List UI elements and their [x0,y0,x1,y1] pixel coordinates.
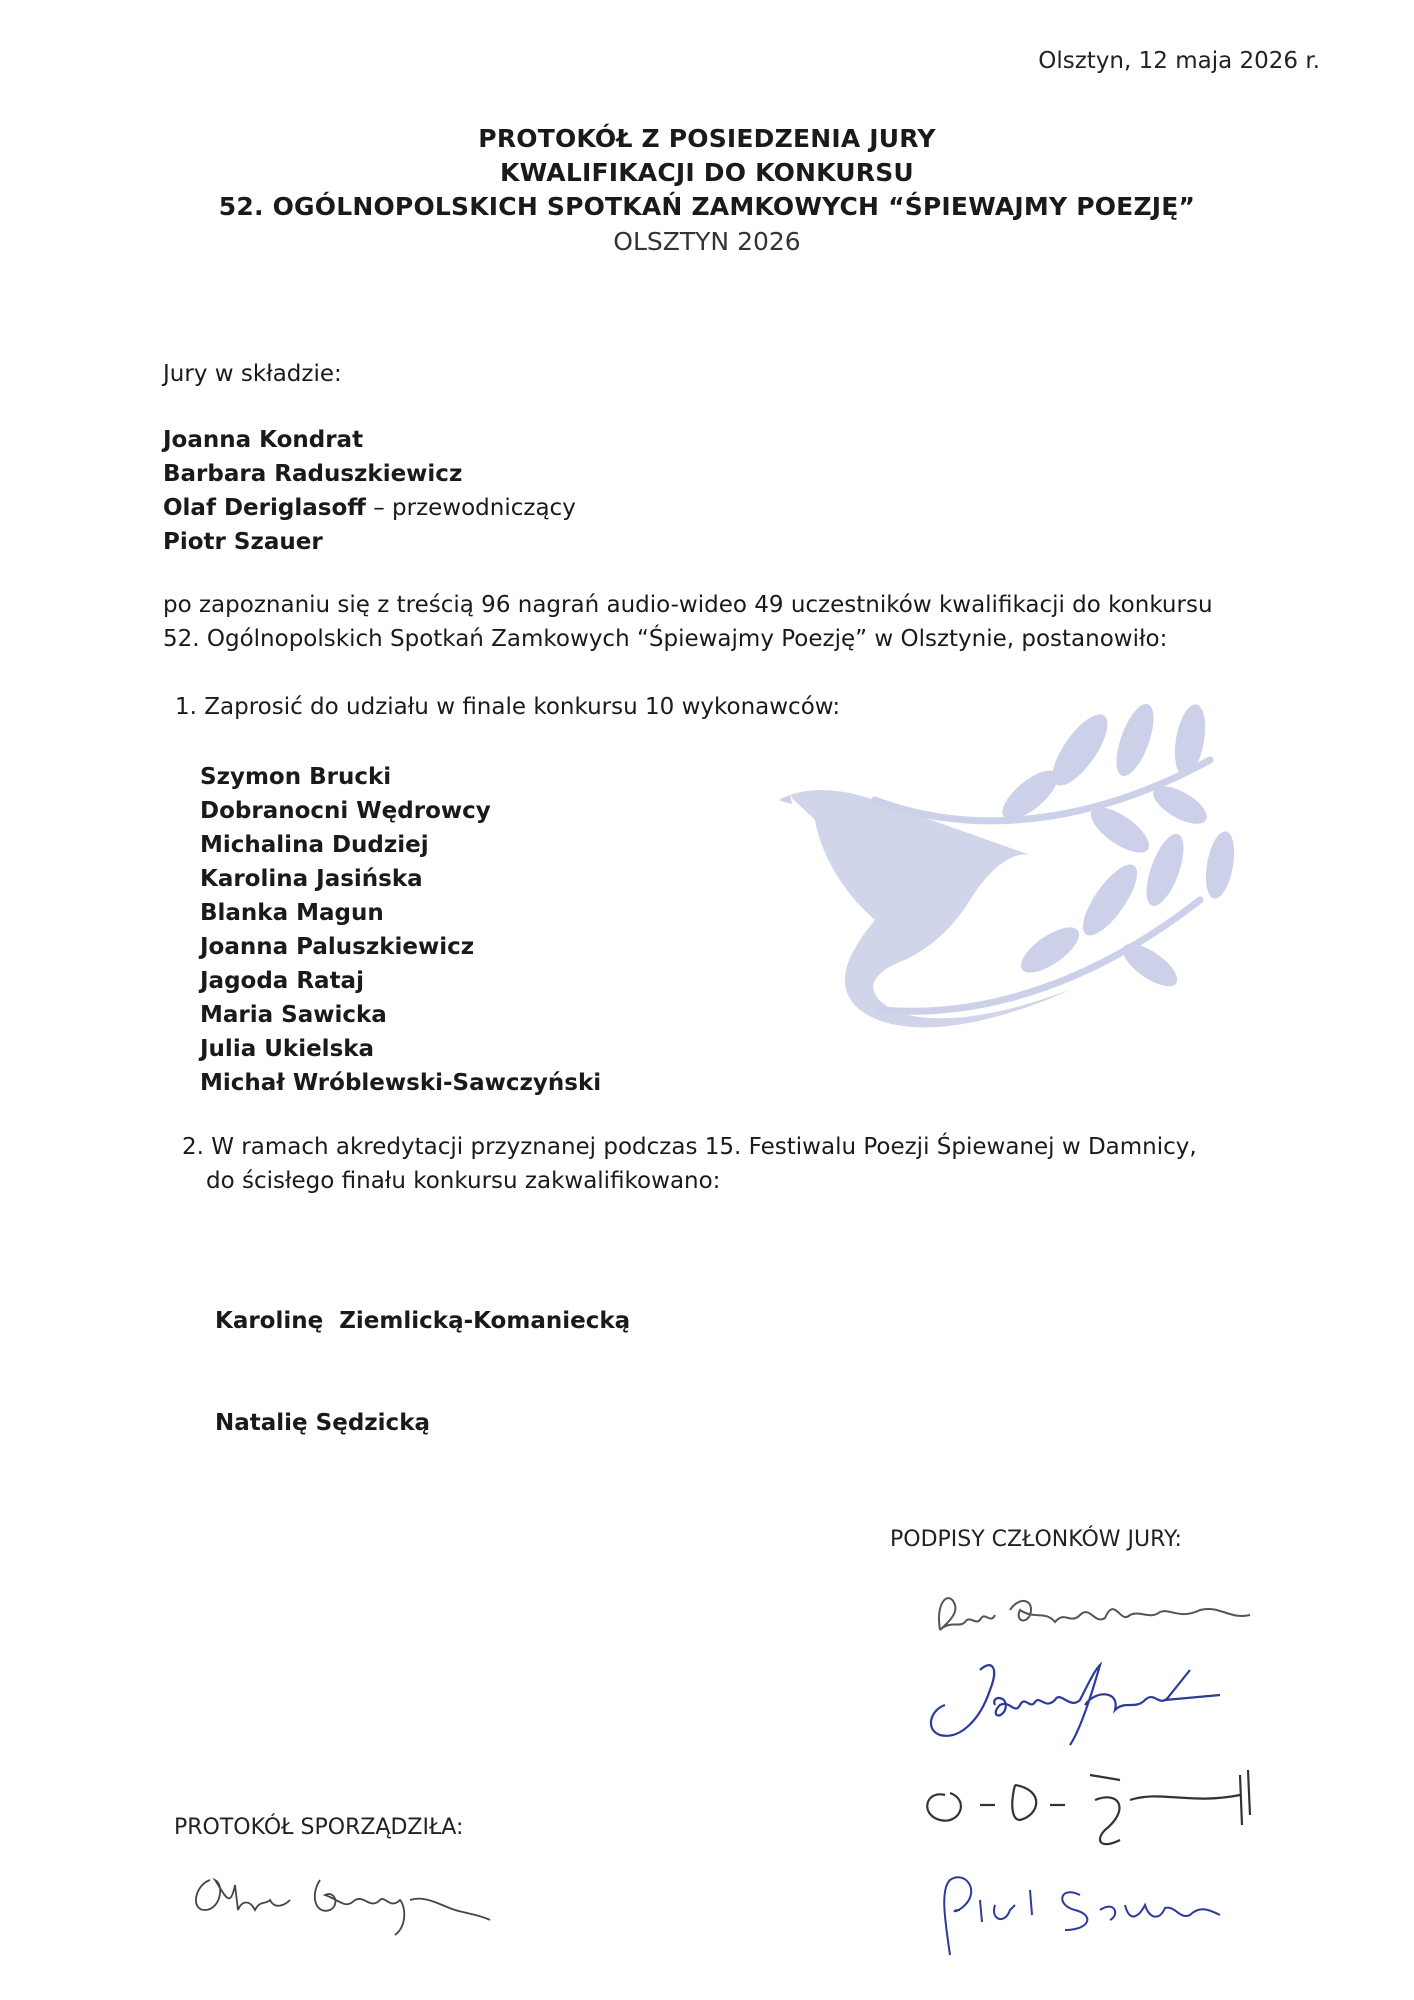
jury-heading: Jury w składzie: [163,361,342,387]
list-item: Jagoda Rataj [200,968,364,994]
point-2-text: 2. W ramach akredytacji przyznanej podczas 15. Festiwalu Poezji Śpiewanej w Damnicy, do ścisłego finału konkursu zakwalifikowano: [182,1134,1197,1194]
list-item: Joanna Paluszkiewicz [200,934,475,960]
list-item: Karolina Jasińska [200,866,423,892]
title-line-3: 52. OGÓLNOPOLSKICH SPOTKAŃ ZAMKOWYCH “ŚPIEWAJMY POEZJĘ” [218,192,1196,221]
list-item: Dobranocni Wędrowcy [200,798,491,824]
document-date: Olsztyn, 12 maja 2026 r. [1038,48,1320,74]
document-title [0,122,1414,260]
accredited-list [215,1236,630,1474]
jury-member-chair: Olaf Deriglasoff – przewodniczący [163,495,576,521]
dove-watermark-icon [780,700,1290,1060]
jury-member: Barbara Raduszkiewicz [163,461,463,487]
jury-members-list [163,423,576,559]
list-item: Szymon Brucki [200,764,392,790]
point-1-text: 1. Zaprosić do udziału w finale konkursu 10 wykonawców: [175,694,841,720]
signature-prepared-by [180,1855,500,1945]
title-line-2: KWALIFIKACJI DO KONKURSU [500,158,914,187]
signature-kondrat [920,1650,1260,1750]
list-item: Karolinę Ziemlicką-Komaniecką [215,1308,631,1334]
list-item: Julia Ukielska [200,1036,375,1062]
jury-member: Piotr Szauer [163,529,323,555]
finalists-list [200,760,601,1100]
jury-signatures-label: PODPISY CZŁONKÓW JURY: [890,1527,1182,1552]
list-item: Natalię Sędzicką [215,1410,431,1436]
list-item: Maria Sawicka [200,1002,387,1028]
list-item: Blanka Magun [200,900,384,926]
list-item: Michał Wróblewski-Sawczyński [200,1070,602,1096]
title-line-1: PROTOKÓŁ Z POSIEDZENIA JURY [478,124,936,153]
prepared-by-label: PROTOKÓŁ SPORZĄDZIŁA: [174,1815,464,1840]
signature-raduszkiewicz [920,1580,1260,1650]
title-subtitle: OLSZTYN 2026 [613,227,801,256]
signature-szauer [920,1860,1260,1960]
jury-member: Joanna Kondrat [163,427,364,453]
signature-deriglasoff [920,1755,1260,1855]
decision-paragraph: po zapoznaniu się z treścią 96 nagrań audio-wideo 49 uczestników kwalifikacji do konkursu 52. Ogólnopolskich Spotkań Zamkowych “Śpiewajmy Poezję” w Olsztynie, postanowiło: [163,592,1213,652]
list-item: Michalina Dudziej [200,832,429,858]
